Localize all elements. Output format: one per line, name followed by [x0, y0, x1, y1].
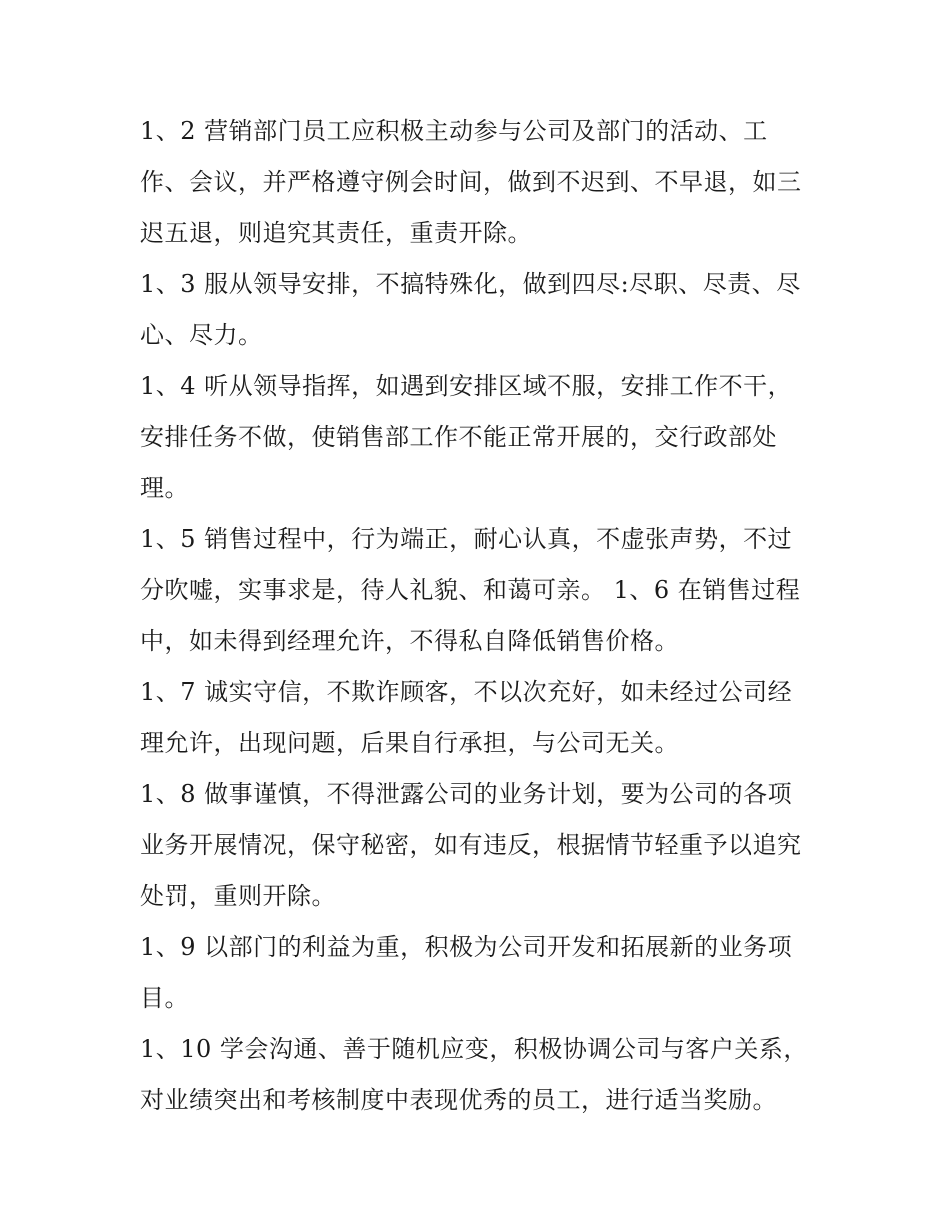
- document-body: [140, 106, 820, 1126]
- text-line: 1、5 销售过程中，行为端正，耐心认真，不虚张声势，不过: [140, 525, 793, 553]
- text-line: 对业绩突出和考核制度中表现优秀的员工，进行适当奖励。: [140, 1086, 777, 1114]
- text-line: 1、10 学会沟通、善于随机应变，积极协调公司与客户关系，: [140, 1035, 808, 1063]
- text-line: 处罚，重则开除。: [140, 882, 336, 910]
- text-line: 理允许，出现问题，后果自行承担，与公司无关。: [140, 729, 679, 757]
- text-line: 分吹嘘，实事求是，待人礼貌、和蔼可亲。 1、6 在销售过程: [140, 576, 801, 604]
- text-line: 作、会议，并严格遵守例会时间，做到不迟到、不早退，如三: [140, 168, 802, 196]
- text-line: 1、9 以部门的利益为重，积极为公司开发和拓展新的业务项: [140, 933, 793, 961]
- text-line: 1、7 诚实守信，不欺诈顾客，不以次充好，如未经过公司经: [140, 678, 793, 706]
- text-line: 目。: [140, 984, 189, 1012]
- text-line: 1、2 营销部门员工应积极主动参与公司及部门的活动、工: [140, 117, 768, 145]
- text-line: 理。: [140, 474, 189, 502]
- text-line: 1、4 听从领导指挥，如遇到安排区域不服，安排工作不干，: [140, 372, 793, 400]
- text-line: 1、8 做事谨慎，不得泄露公司的业务计划，要为公司的各项: [140, 780, 793, 808]
- text-line: 中，如未得到经理允许，不得私自降低销售价格。: [140, 627, 679, 655]
- text-line: 业务开展情况，保守秘密，如有违反，根据情节轻重予以追究: [140, 831, 802, 859]
- text-line: 迟五退，则追究其责任，重责开除。: [140, 219, 532, 247]
- text-line: 安排任务不做，使销售部工作不能正常开展的，交行政部处: [140, 423, 777, 451]
- text-line: 心、尽力。: [140, 321, 263, 349]
- text-line: 1、3 服从领导安排，不搞特殊化，做到四尽:尽职、尽责、尽: [140, 270, 801, 298]
